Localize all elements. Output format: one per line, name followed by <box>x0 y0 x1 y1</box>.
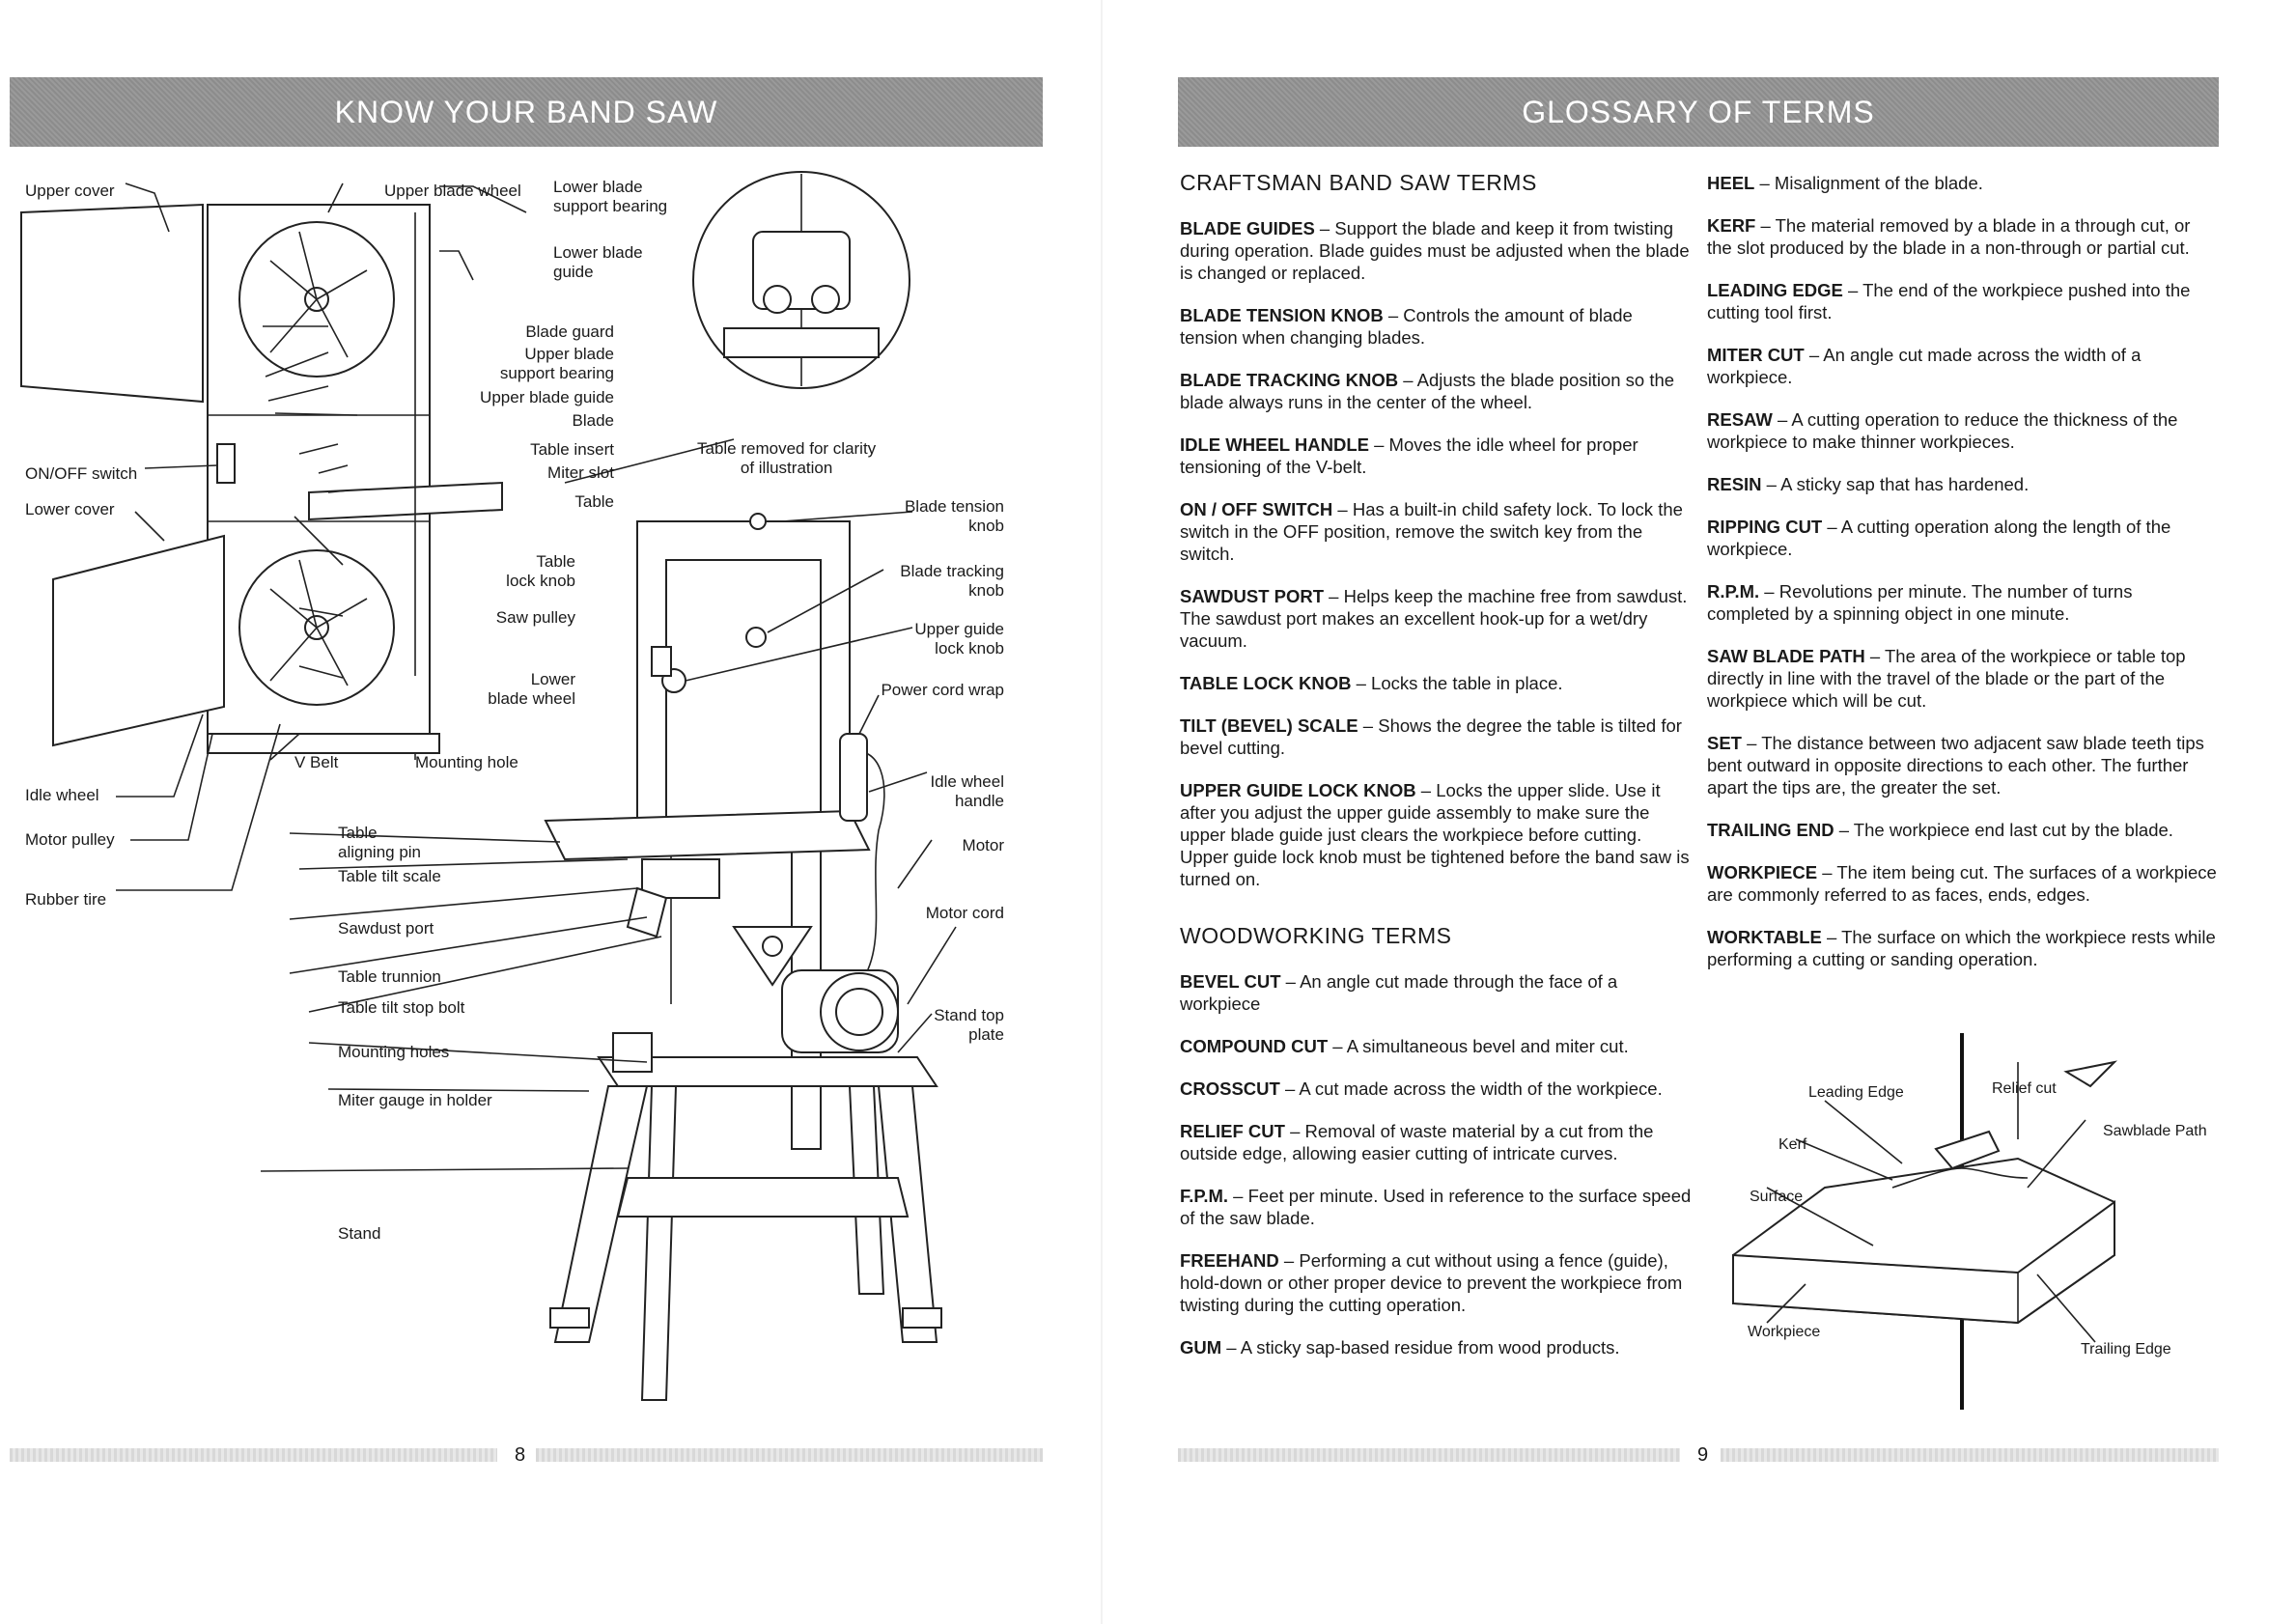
label-blade-tension-knob: Blade tension knob <box>904 497 1004 535</box>
label-sawdust-port: Sawdust port <box>338 919 434 938</box>
glossary-term: SET <box>1707 733 1742 753</box>
craftsman-section-title: CRAFTSMAN BAND SAW TERMS <box>1180 170 1537 195</box>
glossary-entry: BLADE TRACKING KNOB – Adjusts the blade position so the blade always runs in the center of the wheel. <box>1180 370 1675 412</box>
diagram-label-relief-cut: Relief cut <box>1992 1080 2057 1097</box>
glossary-entry: KERF – The material removed by a blade in a through cut, or the slot produced by the blade in a non-through or partial cut. <box>1707 215 2191 258</box>
glossary-term: ON / OFF SWITCH <box>1180 499 1333 519</box>
glossary-entry: RESIN – A sticky sap that has hardened. <box>1707 474 2030 494</box>
diagram-label-leading-edge: Leading Edge <box>1808 1084 1904 1101</box>
glossary-entry: FREEHAND – Performing a cut without using a fence (guide), hold-down or other proper device to prevent the workpiece from twisting during the cutting operation. <box>1180 1250 1683 1315</box>
glossary-definition: A cutting operation to reduce the thickness of the workpiece to make thinner workpieces. <box>1707 409 2178 452</box>
right-banner-title: GLOSSARY OF TERMS <box>1522 94 1875 129</box>
glossary-entry: F.P.M. – Feet per minute. Used in reference to the surface speed of the saw blade. <box>1180 1186 1692 1228</box>
glossary-entry: ON / OFF SWITCH – Has a built-in child safety lock. To lock the switch in the OFF position, remove the switch key from the switch. <box>1180 499 1683 564</box>
glossary-term: UPPER GUIDE LOCK KNOB <box>1180 780 1416 800</box>
label-upper-blade-guide: Upper blade guide <box>480 388 614 406</box>
label-rubber-tire: Rubber tire <box>25 890 107 909</box>
glossary-term: LEADING EDGE <box>1707 280 1843 300</box>
glossary-entry: TRAILING END – The workpiece end last cut by the blade. <box>1707 820 2173 840</box>
label-table-aligning-pin: Table aligning pin <box>338 824 422 861</box>
glossary-entry: BEVEL CUT – An angle cut made through the face of a workpiece <box>1180 971 1618 1014</box>
glossary-entry: MITER CUT – An angle cut made across the width of a workpiece. <box>1707 345 2142 387</box>
glossary-definition: Feet per minute. Used in reference to the surface speed of the saw blade. <box>1180 1186 1692 1228</box>
label-saw-pulley: Saw pulley <box>495 608 575 627</box>
glossary-definition: A sticky sap that has hardened. <box>1780 474 2030 494</box>
glossary-term: MITER CUT <box>1707 345 1805 365</box>
diagram-label-trailing-edge: Trailing Edge <box>2081 1341 2171 1358</box>
glossary-term: F.P.M. <box>1180 1186 1229 1206</box>
glossary-entry: HEEL – Misalignment of the blade. <box>1707 173 1983 193</box>
glossary-entry: GUM – A sticky sap-based residue from wood products. <box>1180 1337 1620 1358</box>
craftsman-terms-list <box>1180 217 1692 890</box>
glossary-definition: A cut made across the width of the workpiece. <box>1299 1078 1663 1099</box>
label-stand-top-plate: Stand top plate <box>934 1006 1004 1044</box>
glossary-definition: Misalignment of the blade. <box>1774 173 1983 193</box>
glossary-term: COMPOUND CUT <box>1180 1036 1329 1056</box>
glossary-definition: An angle cut made through the face of a workpiece <box>1180 971 1618 1014</box>
glossary-entry: LEADING EDGE – The end of the workpiece pushed into the cutting tool first. <box>1707 280 2191 322</box>
glossary-entry: UPPER GUIDE LOCK KNOB – Locks the upper slide. Use it after you adjust the upper guide assembly to make sure the upper blade guide just clears the workpiece before cutting. Upper guide lock knob must be tightened before the band saw is turned on. <box>1180 780 1690 889</box>
label-blade: Blade <box>572 411 614 430</box>
woodworking-section-title: WOODWORKING TERMS <box>1180 923 1452 948</box>
glossary-term: RELIEF CUT <box>1180 1121 1285 1141</box>
glossary-entry: BLADE GUIDES – Support the blade and keep it from twisting during operation. Blade guides must be adjusted when the blade is changed or replaced. <box>1180 218 1690 283</box>
glossary-definition: A sticky sap-based residue from wood products. <box>1240 1337 1620 1358</box>
label-motor-cord: Motor cord <box>925 904 1004 922</box>
glossary-definition: Performing a cut without using a fence (guide), hold-down or other proper device to prevent the workpiece from twisting during the cutting operation. <box>1180 1250 1683 1315</box>
glossary-definition: Locks the upper slide. Use it after you adjust the upper guide assembly to make sure the upper blade guide just clears the workpiece before cutting. Upper guide lock knob must be tightened before the band saw is turned on. <box>1180 780 1690 889</box>
right-banner <box>1178 77 2219 147</box>
diagram-label-surface: Surface <box>1750 1189 1804 1205</box>
glossary-definition: The end of the workpiece pushed into the cutting tool first. <box>1707 280 2191 322</box>
label-mounting-holes: Mounting holes <box>338 1043 450 1061</box>
label-lower-blade-guide: Lower blade guide <box>553 243 643 281</box>
label-blade-tracking-knob: Blade tracking knob <box>900 562 1004 600</box>
glossary-definition: Support the blade and keep it from twisting during operation. Blade guides must be adjusted when the blade is changed or replaced. <box>1180 218 1690 283</box>
label-idle-wheel: Idle wheel <box>25 786 99 804</box>
glossary-definition: Removal of waste material by a cut from the outside edge, allowing easier cutting of intricate curves. <box>1180 1121 1654 1163</box>
glossary-term: GUM <box>1180 1337 1222 1358</box>
glossary-term: R.P.M. <box>1707 581 1760 602</box>
label-idle-wheel-handle: Idle wheel handle <box>930 772 1004 810</box>
label-table: Table <box>574 492 614 511</box>
glossary-definition: Locks the table in place. <box>1371 673 1563 693</box>
glossary-term: WORKPIECE <box>1707 862 1818 882</box>
glossary-term: FREEHAND <box>1180 1250 1279 1271</box>
label-stand: Stand <box>338 1224 381 1243</box>
label-motor: Motor <box>962 836 1004 854</box>
glossary-definition: An angle cut made across the width of a workpiece. <box>1707 345 2142 387</box>
glossary-term: SAW BLADE PATH <box>1707 646 1865 666</box>
label-on-off-switch: ON/OFF switch <box>25 464 138 483</box>
label-mounting-hole: Mounting hole <box>415 753 518 771</box>
glossary-definition: A simultaneous bevel and miter cut. <box>1346 1036 1629 1056</box>
glossary-entry: RIPPING CUT – A cutting operation along the length of the workpiece. <box>1707 517 2171 559</box>
glossary-term: BLADE TRACKING KNOB <box>1180 370 1399 390</box>
woodworking-terms-list <box>1180 970 1692 1358</box>
page-fold <box>1101 0 1103 1624</box>
label-lower-blade-support-bearing: Lower blade support bearing <box>553 178 668 215</box>
glossary-term: BLADE GUIDES <box>1180 218 1315 238</box>
label-table-tilt-stop-bolt: Table tilt stop bolt <box>338 998 465 1017</box>
glossary-term: RIPPING CUT <box>1707 517 1823 537</box>
label-v-belt: V Belt <box>294 753 339 771</box>
glossary-definition: The workpiece end last cut by the blade. <box>1853 820 2173 840</box>
diagram-label-kerf: Kerf <box>1778 1136 1807 1153</box>
glossary-term: RESAW <box>1707 409 1773 430</box>
glossary-definition: A cutting operation along the length of the workpiece. <box>1707 517 2171 559</box>
glossary-entry: R.P.M. – Revolutions per minute. The number of turns completed by a spinning object in one minute. <box>1707 581 2133 624</box>
glossary-right-column <box>1707 172 2219 991</box>
craftsman-column <box>1180 172 1692 1379</box>
glossary-term: BLADE TENSION KNOB <box>1180 305 1384 325</box>
glossary-term: KERF <box>1707 215 1756 236</box>
glossary-definition: The area of the workpiece or table top directly in line with the travel of the blade or the part of the workpiece which will be cut. <box>1707 646 2186 711</box>
label-miter-gauge-in-holder: Miter gauge in holder <box>338 1091 492 1109</box>
glossary-term: CROSSCUT <box>1180 1078 1280 1099</box>
diagram-label-workpiece: Workpiece <box>1748 1324 1821 1340</box>
glossary-definition: Has a built-in child safety lock. To lock the switch in the OFF position, remove the switch key from the switch. <box>1180 499 1683 564</box>
label-upper-blade-wheel: Upper blade wheel <box>384 182 521 200</box>
glossary-term: TRAILING END <box>1707 820 1834 840</box>
glossary-term: IDLE WHEEL HANDLE <box>1180 434 1369 455</box>
label-lower-cover: Lower cover <box>25 500 115 518</box>
right-page-number: 9 <box>1697 1444 1709 1466</box>
glossary-entry: IDLE WHEEL HANDLE – Moves the idle wheel for proper tensioning of the V-belt. <box>1180 434 1638 477</box>
glossary-entry: COMPOUND CUT – A simultaneous bevel and miter cut. <box>1180 1036 1629 1056</box>
glossary-term: TILT (BEVEL) SCALE <box>1180 715 1358 736</box>
glossary-term: SAWDUST PORT <box>1180 586 1325 606</box>
label-table-removed: Table removed for clarity of illustration <box>697 439 877 477</box>
glossary-definition: The surface on which the workpiece rests while performing a cutting or sanding operation. <box>1707 927 2216 969</box>
glossary-term: TABLE LOCK KNOB <box>1180 673 1352 693</box>
glossary-definition: Shows the degree the table is tilted for bevel cutting. <box>1180 715 1682 758</box>
label-miter-slot: Miter slot <box>547 463 614 482</box>
left-footer-bar <box>10 1448 497 1462</box>
label-upper-blade-support-bearing: Upper blade support bearing <box>499 345 614 382</box>
glossary-entry: SAWDUST PORT – Helps keep the machine free from sawdust. The sawdust port makes an excellent hook-up for a wet/dry vacuum. <box>1180 586 1688 651</box>
right-footer-bar-right <box>1721 1448 2219 1462</box>
left-banner <box>10 77 1043 147</box>
glossary-entry: CROSSCUT – A cut made across the width of the workpiece. <box>1180 1078 1663 1099</box>
left-page-number: 8 <box>515 1444 526 1466</box>
glossary-entry: SAW BLADE PATH – The area of the workpiece or table top directly in line with the travel of the blade or the part of the workpiece which will be cut. <box>1707 646 2186 711</box>
glossary-term: WORKTABLE <box>1707 927 1822 947</box>
label-table-lock-knob: Table lock knob <box>506 552 575 590</box>
left-footer-bar-right <box>536 1448 1043 1462</box>
glossary-entry: BLADE TENSION KNOB – Controls the amount of blade tension when changing blades. <box>1180 305 1633 348</box>
label-motor-pulley: Motor pulley <box>25 830 115 849</box>
glossary-definition: The distance between two adjacent saw blade teeth tips bent outward in opposite directions to each other. The further apart the tips are, the greater the set. <box>1707 733 2204 798</box>
label-power-cord-wrap: Power cord wrap <box>881 681 1004 699</box>
label-table-tilt-scale: Table tilt scale <box>338 867 441 885</box>
glossary-term: BEVEL CUT <box>1180 971 1281 992</box>
glossary-definition: Revolutions per minute. The number of turns completed by a spinning object in one minute. <box>1707 581 2133 624</box>
glossary-entry: TABLE LOCK KNOB – Locks the table in place. <box>1180 673 1563 693</box>
label-upper-cover: Upper cover <box>25 182 115 200</box>
label-table-trunnion: Table trunnion <box>338 967 441 986</box>
label-table-insert: Table insert <box>530 440 614 459</box>
glossary-right-terms-list <box>1707 172 2219 970</box>
left-banner-title: KNOW YOUR BAND SAW <box>334 94 718 129</box>
glossary-definition: The material removed by a blade in a through cut, or the slot produced by the blade in a non-through or partial cut. <box>1707 215 2191 258</box>
right-footer-bar <box>1178 1448 1680 1462</box>
glossary-definition: Controls the amount of blade tension when changing blades. <box>1180 305 1633 348</box>
glossary-entry: TILT (BEVEL) SCALE – Shows the degree the table is tilted for bevel cutting. <box>1180 715 1682 758</box>
label-upper-guide-lock-knob: Upper guide lock knob <box>914 620 1004 658</box>
glossary-entry: WORKPIECE – The item being cut. The surfaces of a workpiece are commonly referred to as faces, ends, edges. <box>1707 862 2217 905</box>
glossary-definition: Helps keep the machine free from sawdust. The sawdust port makes an excellent hook-up for a wet/dry vacuum. <box>1180 586 1688 651</box>
glossary-definition: The item being cut. The surfaces of a workpiece are commonly referred to as faces, ends, edges. <box>1707 862 2217 905</box>
diagram-label-sawblade-path: Sawblade Path <box>2103 1123 2207 1139</box>
glossary-entry: RELIEF CUT – Removal of waste material by a cut from the outside edge, allowing easier cutting of intricate curves. <box>1180 1121 1654 1163</box>
label-blade-guard: Blade guard <box>525 322 614 341</box>
glossary-entry: WORKTABLE – The surface on which the workpiece rests while performing a cutting or sanding operation. <box>1707 927 2216 969</box>
glossary-definition: Adjusts the blade position so the blade always runs in the center of the wheel. <box>1180 370 1675 412</box>
glossary-term: RESIN <box>1707 474 1762 494</box>
glossary-definition: Moves the idle wheel for proper tensioning of the V-belt. <box>1180 434 1638 477</box>
label-lower-blade-wheel: Lower blade wheel <box>488 670 575 708</box>
glossary-term: HEEL <box>1707 173 1755 193</box>
glossary-entry: SET – The distance between two adjacent saw blade teeth tips bent outward in opposite directions to each other. The further apart the tips are, the greater the set. <box>1707 733 2204 798</box>
glossary-entry: RESAW – A cutting operation to reduce the thickness of the workpiece to make thinner workpieces. <box>1707 409 2178 452</box>
